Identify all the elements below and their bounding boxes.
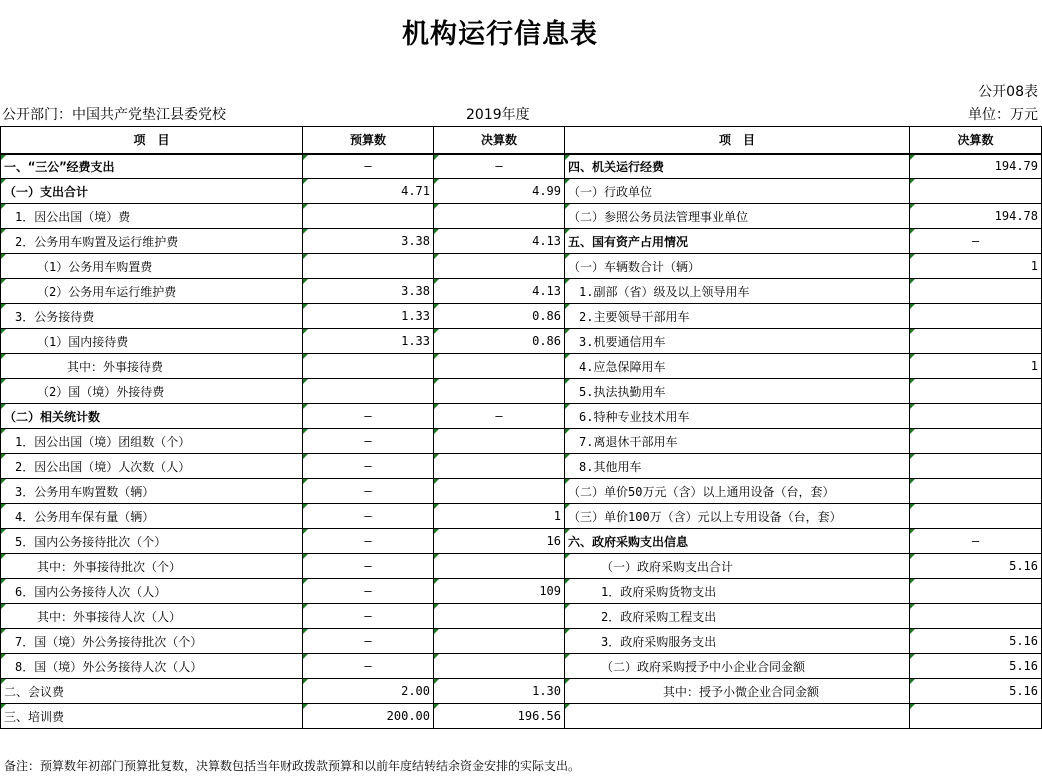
final-left-cell [434, 604, 565, 629]
final-left-cell: 196.56 [434, 704, 565, 729]
unit-label: 单位：万元 [968, 107, 1038, 123]
item-left-cell: 2．公务用车购置及运行维护费 [1, 229, 303, 254]
operations-info-table [0, 126, 1042, 729]
final-right-cell [910, 704, 1042, 729]
item-left-cell: 1．因公出国（境）费 [1, 204, 303, 229]
table-row [1, 179, 1042, 204]
item-left-cell: 4．公务用车保有量（辆） [1, 504, 303, 529]
final-right-cell [910, 379, 1042, 404]
budget-cell: — [303, 654, 434, 679]
header-row [1, 127, 1042, 154]
final-left-cell: 16 [434, 529, 565, 554]
table-row [1, 629, 1042, 654]
table-row [1, 254, 1042, 279]
item-left-cell: 5．国内公务接待批次（个） [1, 529, 303, 554]
item-right-cell: 7.离退休干部用车 [565, 429, 910, 454]
final-right-cell: 5.16 [910, 629, 1042, 654]
table-row [1, 379, 1042, 404]
item-left-cell: 3．公务用车购置数（辆） [1, 479, 303, 504]
item-left-cell: 一、“三公”经费支出 [1, 154, 303, 179]
item-right-cell [565, 704, 910, 729]
table-row [1, 204, 1042, 229]
final-left-cell [434, 429, 565, 454]
final-left-cell [434, 554, 565, 579]
item-left-cell: （2）公务用车运行维护费 [1, 279, 303, 304]
final-left-cell: 4.13 [434, 279, 565, 304]
table-row [1, 654, 1042, 679]
final-right-cell [910, 304, 1042, 329]
item-left-cell: （一）支出合计 [1, 179, 303, 204]
budget-cell: 200.00 [303, 704, 434, 729]
final-left-cell: 4.13 [434, 229, 565, 254]
item-left-cell: 2．因公出国（境）人次数（人） [1, 454, 303, 479]
form-number: 公开08表 [978, 84, 1038, 100]
final-left-cell: — [434, 404, 565, 429]
item-left-cell: 二、会议费 [1, 679, 303, 704]
item-left-cell: 其中：外事接待人次（人） [1, 604, 303, 629]
header-final-left: 决算数 [434, 127, 565, 154]
item-left-cell: 其中：外事接待批次（个） [1, 554, 303, 579]
item-left-cell: 三、培训费 [1, 704, 303, 729]
item-left-cell: 8．国（境）外公务接待人次（人） [1, 654, 303, 679]
year-label: 2019年度 [466, 107, 530, 123]
budget-cell: — [303, 479, 434, 504]
table-body [1, 154, 1042, 729]
table-meta [0, 104, 1042, 126]
table-row [1, 279, 1042, 304]
final-left-cell: 1 [434, 504, 565, 529]
header-item-right: 项 目 [565, 127, 910, 154]
item-right-cell: 8.其他用车 [565, 454, 910, 479]
table-row [1, 679, 1042, 704]
header-item-left: 项 目 [1, 127, 303, 154]
final-left-cell [434, 654, 565, 679]
budget-cell: — [303, 429, 434, 454]
final-right-cell [910, 429, 1042, 454]
item-left-cell: （2）国（境）外接待费 [1, 379, 303, 404]
table-row [1, 154, 1042, 179]
budget-cell [303, 204, 434, 229]
budget-cell: — [303, 579, 434, 604]
final-left-cell: 4.99 [434, 179, 565, 204]
final-right-cell: 1 [910, 254, 1042, 279]
item-right-cell: 其中：授予小微企业合同金额 [565, 679, 910, 704]
table-row [1, 429, 1042, 454]
final-right-cell [910, 329, 1042, 354]
final-left-cell [434, 204, 565, 229]
item-right-cell: 5.执法执勤用车 [565, 379, 910, 404]
item-right-cell: 3.机要通信用车 [565, 329, 910, 354]
final-right-cell: 194.79 [910, 154, 1042, 179]
final-right-cell: 1 [910, 354, 1042, 379]
item-right-cell: 六、政府采购支出信息 [565, 529, 910, 554]
item-right-cell: （二）参照公务员法管理事业单位 [565, 204, 910, 229]
item-left-cell: （1）公务用车购置费 [1, 254, 303, 279]
budget-cell: 3.38 [303, 279, 434, 304]
item-left-cell: 6．国内公务接待人次（人） [1, 579, 303, 604]
final-right-cell: 5.16 [910, 554, 1042, 579]
table-row [1, 404, 1042, 429]
final-right-cell [910, 504, 1042, 529]
final-right-cell [910, 179, 1042, 204]
item-right-cell: 2．政府采购工程支出 [565, 604, 910, 629]
department-label: 公开部门：中国共产党垫江县委党校 [2, 107, 226, 123]
item-right-cell: 3．政府采购服务支出 [565, 629, 910, 654]
footnote: 备注：预算数年初部门预算批复数，决算数包括当年财政拨款预算和以前年度结转结余资金安排的实际支出。 [4, 759, 581, 773]
final-left-cell: — [434, 154, 565, 179]
table-row [1, 554, 1042, 579]
table-row [1, 329, 1042, 354]
item-left-cell: （二）相关统计数 [1, 404, 303, 429]
budget-cell: — [303, 454, 434, 479]
final-right-cell [910, 604, 1042, 629]
item-right-cell: （一）政府采购支出合计 [565, 554, 910, 579]
table-row [1, 229, 1042, 254]
budget-cell [303, 354, 434, 379]
table-row [1, 479, 1042, 504]
header-budget: 预算数 [303, 127, 434, 154]
final-right-cell: — [910, 229, 1042, 254]
final-right-cell [910, 279, 1042, 304]
final-right-cell: 194.78 [910, 204, 1042, 229]
budget-cell: — [303, 604, 434, 629]
item-right-cell: （二）单价50万元（含）以上通用设备（台，套） [565, 479, 910, 504]
item-left-cell: 3．公务接待费 [1, 304, 303, 329]
final-left-cell: 1.30 [434, 679, 565, 704]
budget-cell [303, 379, 434, 404]
budget-cell: — [303, 629, 434, 654]
item-left-cell: （1）国内接待费 [1, 329, 303, 354]
table-row [1, 304, 1042, 329]
item-right-cell: （一）车辆数合计（辆） [565, 254, 910, 279]
budget-cell: 1.33 [303, 329, 434, 354]
item-right-cell: 五、国有资产占用情况 [565, 229, 910, 254]
final-left-cell [434, 454, 565, 479]
budget-cell: — [303, 504, 434, 529]
item-right-cell: 1.副部（省）级及以上领导用车 [565, 279, 910, 304]
item-right-cell: 6.特种专业技术用车 [565, 404, 910, 429]
budget-cell: — [303, 154, 434, 179]
table-row [1, 504, 1042, 529]
item-left-cell: 其中：外事接待费 [1, 354, 303, 379]
budget-cell: — [303, 554, 434, 579]
item-left-cell: 7．国（境）外公务接待批次（个） [1, 629, 303, 654]
item-right-cell: 四、机关运行经费 [565, 154, 910, 179]
budget-cell: 3.38 [303, 229, 434, 254]
item-right-cell: （二）政府采购授予中小企业合同金额 [565, 654, 910, 679]
final-left-cell [434, 479, 565, 504]
budget-cell: 2.00 [303, 679, 434, 704]
final-left-cell: 0.86 [434, 329, 565, 354]
final-right-cell [910, 404, 1042, 429]
final-right-cell [910, 454, 1042, 479]
item-right-cell: （一）行政单位 [565, 179, 910, 204]
budget-cell: — [303, 529, 434, 554]
item-right-cell: 2.主要领导干部用车 [565, 304, 910, 329]
final-left-cell [434, 379, 565, 404]
table-row [1, 529, 1042, 554]
final-left-cell [434, 254, 565, 279]
item-left-cell: 1．因公出国（境）团组数（个） [1, 429, 303, 454]
final-left-cell [434, 629, 565, 654]
final-right-cell: 5.16 [910, 679, 1042, 704]
table-row [1, 604, 1042, 629]
budget-cell: — [303, 404, 434, 429]
item-right-cell: （三）单价100万（含）元以上专用设备（台，套） [565, 504, 910, 529]
page-title: 机构运行信息表 [402, 19, 598, 50]
final-right-cell [910, 479, 1042, 504]
budget-cell: 1.33 [303, 304, 434, 329]
final-left-cell [434, 354, 565, 379]
final-right-cell: 5.16 [910, 654, 1042, 679]
item-right-cell: 1．政府采购货物支出 [565, 579, 910, 604]
final-left-cell: 0.86 [434, 304, 565, 329]
budget-cell [303, 254, 434, 279]
final-right-cell: — [910, 529, 1042, 554]
final-left-cell: 109 [434, 579, 565, 604]
final-right-cell [910, 579, 1042, 604]
table-row [1, 704, 1042, 729]
budget-cell: 4.71 [303, 179, 434, 204]
table-row [1, 579, 1042, 604]
header-final-right: 决算数 [910, 127, 1042, 154]
item-right-cell: 4.应急保障用车 [565, 354, 910, 379]
table-row [1, 354, 1042, 379]
table-row [1, 454, 1042, 479]
